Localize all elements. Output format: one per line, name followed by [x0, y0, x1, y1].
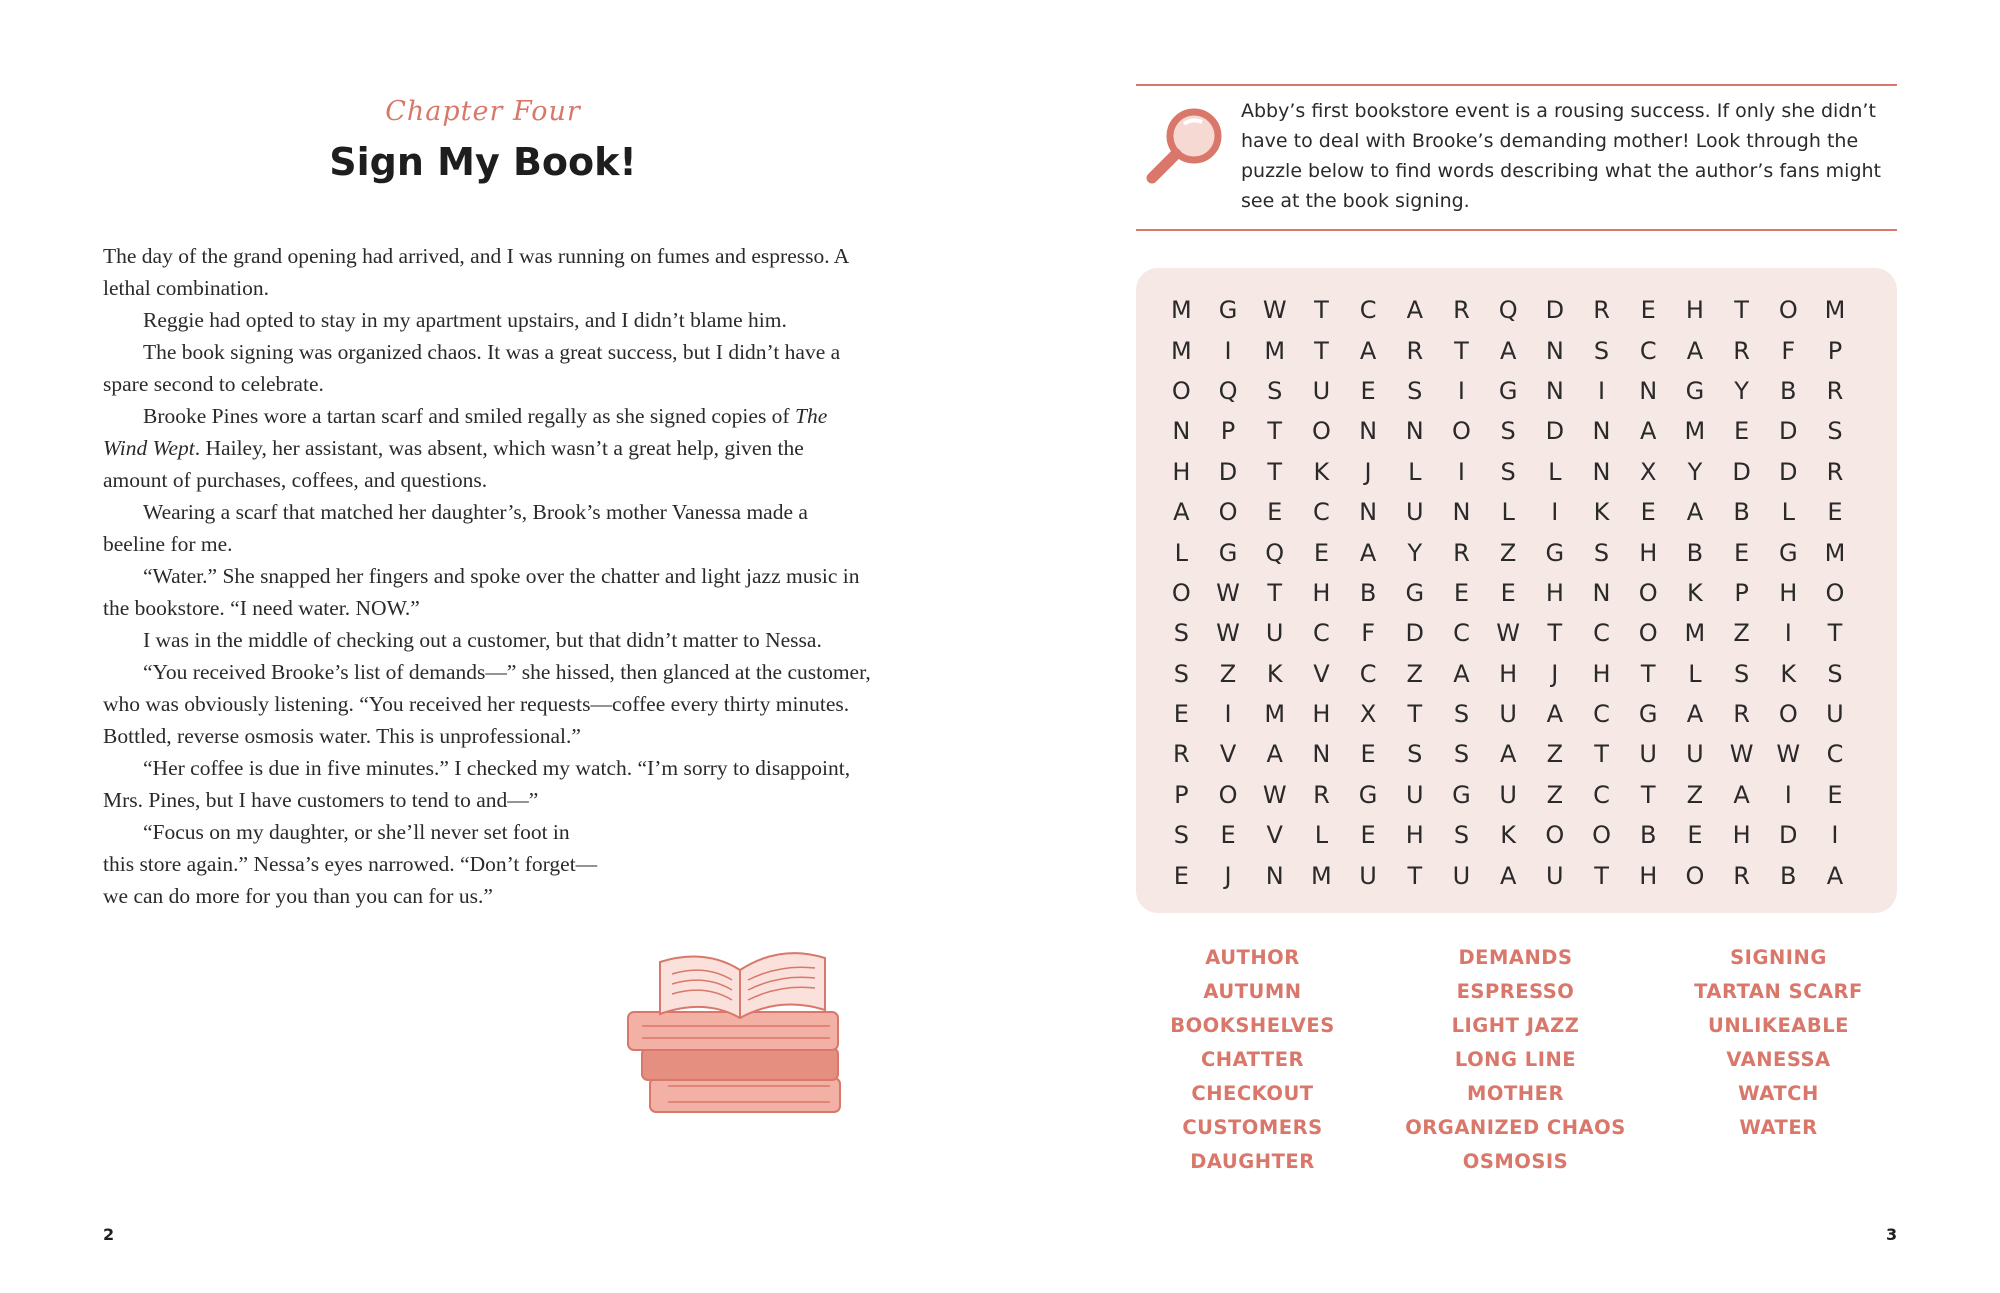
grid-letter: X: [1359, 700, 1377, 729]
grid-letter: K: [1687, 578, 1703, 607]
grid-letter: E: [1500, 578, 1516, 607]
grid-letter: R: [1826, 457, 1844, 486]
grid-letter: S: [1827, 417, 1843, 446]
grid-letter: U: [1359, 861, 1377, 890]
grid-letter: E: [1453, 578, 1470, 607]
grid-letter: V: [1266, 821, 1283, 850]
grid-letter: O: [1171, 578, 1191, 607]
word-list-item: TARTAN SCARF: [1694, 980, 1863, 1003]
grid-letter: E: [1687, 821, 1703, 850]
grid-letter: H: [1592, 659, 1611, 688]
grid-letter: S: [1173, 619, 1189, 648]
grid-letter: U: [1405, 780, 1424, 809]
grid-letter: M: [1824, 296, 1846, 325]
grid-letter: H: [1779, 578, 1798, 607]
grid-letter: S: [1500, 417, 1516, 446]
grid-letter: G: [1685, 376, 1705, 405]
grid-letter: U: [1405, 498, 1424, 527]
grid-letter: T: [1267, 417, 1283, 446]
word-list-item: OSMOSIS: [1462, 1150, 1569, 1173]
grid-letter: C: [1593, 619, 1610, 648]
grid-letter: K: [1500, 821, 1517, 850]
grid-letter: A: [1640, 417, 1657, 446]
book-stack-illustration: [620, 930, 860, 1130]
grid-letter: U: [1312, 376, 1331, 405]
grid-letter: N: [1359, 498, 1378, 527]
grid-letter: C: [1593, 700, 1610, 729]
word-list-item: BOOKSHELVES: [1170, 1014, 1335, 1037]
grid-letter: M: [1170, 336, 1192, 365]
grid-letter: G: [1358, 780, 1378, 809]
grid-letter: R: [1406, 336, 1424, 365]
grid-letter: O: [1825, 578, 1845, 607]
grid-letter: R: [1733, 861, 1750, 890]
grid-letter: L: [1688, 659, 1702, 688]
grid-letter: G: [1218, 296, 1238, 325]
grid-letter: O: [1311, 417, 1331, 446]
grid-letter: I: [1457, 457, 1465, 486]
grid-letter: W: [1262, 296, 1287, 325]
word-list-item: DAUGHTER: [1190, 1150, 1315, 1173]
grid-letter: N: [1172, 417, 1191, 446]
grid-letter: C: [1453, 619, 1470, 648]
grid-letter: H: [1172, 457, 1191, 486]
grid-letter: E: [1827, 780, 1843, 809]
word-list-item: DEMANDS: [1458, 946, 1573, 969]
grid-letter: N: [1545, 376, 1564, 405]
grid-letter: S: [1173, 821, 1189, 850]
grid-letter: H: [1312, 700, 1331, 729]
grid-letter: O: [1218, 498, 1238, 527]
grid-letter: E: [1360, 821, 1376, 850]
grid-letter: I: [1831, 821, 1839, 850]
grid-letter: T: [1594, 740, 1609, 769]
paragraph-text: Brooke Pines wore a tartan scarf and smiled regally as she signed copies of: [143, 404, 790, 428]
grid-letter: A: [1686, 336, 1704, 365]
grid-letter: U: [1686, 740, 1704, 769]
grid-letter: H: [1685, 296, 1704, 325]
grid-letter: E: [1360, 740, 1376, 769]
grid-letter: W: [1216, 578, 1240, 607]
grid-letter: H: [1732, 821, 1751, 850]
grid-letter: N: [1405, 417, 1424, 446]
grid-letter: L: [1408, 457, 1422, 486]
grid-letter: V: [1219, 740, 1237, 769]
page-number: 2: [103, 1225, 115, 1244]
paragraph: “You received Brooke’s list of demands—” she hissed, then glanced at the customer, who was obviously listening. “You received her requests—coffee every thirty minutes. Bottled, reverse osmosis water. This is unprofessional.”: [103, 660, 871, 748]
grid-letter: H: [1639, 861, 1658, 890]
word-list-column-2: [1384, 941, 1647, 1179]
grid-letter: I: [1551, 498, 1559, 527]
grid-letter: O: [1778, 700, 1798, 729]
grid-letter: H: [1545, 578, 1564, 607]
grid-letter: E: [1173, 700, 1189, 729]
grid-letter: A: [1266, 740, 1283, 769]
word-list-item: SIGNING: [1730, 946, 1827, 969]
top-divider: [1136, 84, 1897, 86]
grid-letter: A: [1733, 780, 1750, 809]
paragraph: “Her coffee is due in five minutes.” I checked my watch. “I’m sorry to disappoint, Mrs. Pines, but I have customers to tend to and—”: [103, 756, 851, 812]
grid-letter: Z: [1219, 659, 1237, 688]
grid-letter: M: [1311, 861, 1332, 890]
grid-letter: I: [1597, 376, 1606, 405]
grid-letter: K: [1593, 498, 1610, 527]
grid-letter: N: [1639, 376, 1658, 405]
grid-letter: R: [1313, 780, 1330, 809]
grid-letter: S: [1453, 821, 1470, 850]
grid-letter: I: [1224, 700, 1232, 729]
grid-letter: L: [1781, 498, 1795, 527]
word-list-column-1: [1121, 941, 1384, 1179]
grid-letter: N: [1545, 336, 1564, 365]
grid-letter: U: [1265, 619, 1284, 648]
grid-letter: Q: [1218, 376, 1238, 405]
grid-letter: I: [1784, 619, 1792, 648]
grid-letter: L: [1314, 821, 1329, 850]
grid-letter: A: [1499, 336, 1517, 365]
grid-letter: O: [1638, 619, 1658, 648]
grid-letter: M: [1684, 619, 1706, 648]
grid-row: [1158, 855, 1858, 895]
grid-letter: L: [1501, 498, 1515, 527]
grid-letter: Y: [1687, 457, 1703, 486]
grid-letter: T: [1594, 861, 1609, 890]
grid-letter: W: [1729, 740, 1754, 769]
grid-letter: D: [1405, 619, 1425, 648]
grid-letter: M: [1170, 296, 1192, 325]
grid-letter: A: [1686, 700, 1704, 729]
grid-row: [1158, 532, 1858, 572]
grid-letter: N: [1312, 740, 1331, 769]
grid-letter: Z: [1686, 780, 1704, 809]
story-text: [103, 240, 873, 912]
grid-letter: G: [1498, 376, 1518, 405]
grid-letter: U: [1499, 780, 1517, 809]
grid-letter: R: [1173, 740, 1190, 769]
grid-letter: I: [1457, 376, 1465, 405]
word-list-item: LONG LINE: [1454, 1048, 1577, 1071]
grid-letter: T: [1407, 700, 1423, 729]
grid-letter: E: [1173, 861, 1189, 890]
grid-letter: T: [1640, 659, 1656, 688]
grid-row: [1158, 694, 1858, 734]
grid-letter: T: [1454, 336, 1469, 365]
grid-letter: T: [1267, 457, 1283, 486]
paragraph: [103, 400, 873, 496]
grid-letter: G: [1405, 578, 1425, 607]
word-list-item: VANESSA: [1726, 1048, 1831, 1071]
grid-letter: P: [1734, 578, 1749, 607]
grid-letter: Y: [1407, 538, 1423, 567]
page-number: 3: [1886, 1225, 1898, 1244]
book-title: The Wind Wept: [103, 404, 828, 460]
grid-letter: E: [1640, 296, 1656, 325]
grid-letter: E: [1734, 538, 1750, 567]
paragraph: I was in the middle of checking out a customer, but that didn’t matter to Nessa.: [143, 628, 822, 652]
grid-letter: D: [1545, 417, 1565, 446]
grid-letter: S: [1500, 457, 1516, 486]
grid-letter: K: [1313, 457, 1330, 486]
grid-letter: O: [1685, 861, 1705, 890]
grid-letter: L: [1174, 538, 1189, 567]
grid-letter: D: [1779, 417, 1798, 446]
grid-letter: S: [1407, 376, 1423, 405]
grid-letter: N: [1592, 578, 1611, 607]
right-page: [1000, 0, 2000, 1293]
grid-letter: E: [1827, 498, 1843, 527]
grid-letter: W: [1216, 619, 1240, 648]
grid-letter: R: [1453, 296, 1470, 325]
grid-letter: F: [1361, 619, 1375, 648]
grid-letter: C: [1313, 619, 1330, 648]
paragraph: Wearing a scarf that matched her daughter’s, Brook’s mother Vanessa made a beeline for me.: [103, 500, 808, 556]
grid-letter: C: [1359, 296, 1377, 325]
grid-letter: S: [1453, 700, 1470, 729]
grid-letter: T: [1827, 619, 1843, 648]
grid-letter: P: [1174, 780, 1189, 809]
grid-letter: Z: [1499, 538, 1517, 567]
grid-letter: A: [1173, 498, 1190, 527]
grid-letter: T: [1267, 578, 1283, 607]
grid-letter: S: [1407, 740, 1423, 769]
grid-row: [1158, 613, 1858, 653]
word-list-item: WATER: [1739, 1116, 1818, 1139]
chapter-title: Sign My Book!: [329, 140, 637, 184]
grid-letter: S: [1827, 659, 1843, 688]
grid-letter: F: [1781, 336, 1796, 365]
paragraph: “Focus on my daughter, or she’ll never set foot in this store again.” Nessa’s eyes narrowed. “Don’t forget—we can do more for you than you can for us.”: [103, 820, 598, 908]
grid-letter: T: [1314, 336, 1329, 365]
grid-row: [1158, 330, 1858, 370]
paragraph: Reggie had opted to stay in my apartment upstairs, and I didn’t blame him.: [143, 308, 787, 332]
grid-letter: Z: [1546, 780, 1564, 809]
grid-row: [1158, 734, 1858, 774]
grid-letter: B: [1639, 821, 1657, 850]
word-search-grid: [1136, 268, 1897, 913]
paragraph: “Water.” She snapped her fingers and spoke over the chatter and light jazz music in the bookstore. “I need water. NOW.”: [103, 564, 860, 620]
grid-letter: V: [1313, 659, 1330, 688]
grid-letter: T: [1547, 619, 1563, 648]
grid-letter: Z: [1406, 659, 1423, 688]
grid-letter: N: [1452, 498, 1471, 527]
grid-letter: B: [1359, 578, 1377, 607]
grid-letter: M: [1264, 336, 1286, 365]
grid-letter: A: [1499, 861, 1517, 890]
word-list-item: AUTUMN: [1203, 980, 1302, 1003]
grid-letter: B: [1780, 861, 1797, 890]
word-list-item: WATCH: [1738, 1082, 1819, 1105]
grid-letter: W: [1776, 740, 1801, 769]
grid-letter: H: [1499, 659, 1518, 688]
grid-row: [1158, 411, 1858, 451]
grid-letter: E: [1313, 538, 1329, 567]
grid-letter: R: [1733, 700, 1750, 729]
grid-letter: E: [1640, 498, 1656, 527]
grid-letter: M: [1264, 700, 1286, 729]
puzzle-intro: Abby’s first bookstore event is a rousing success. If only she didn’t have to deal with Brooke’s demanding mother! Look through the puzzle below to find words describing what the author’s fans might see at the book signing.: [1241, 100, 1881, 212]
grid-letter: S: [1173, 659, 1189, 688]
grid-letter: K: [1780, 659, 1797, 688]
grid-letter: E: [1267, 498, 1283, 527]
word-list-column-3: [1647, 941, 1910, 1145]
grid-letter: C: [1359, 659, 1377, 688]
grid-letter: C: [1593, 780, 1610, 809]
grid-letter: P: [1220, 417, 1236, 446]
grid-letter: H: [1312, 578, 1331, 607]
grid-row: [1158, 815, 1858, 855]
word-list-item: LIGHT JAZZ: [1451, 1014, 1580, 1037]
grid-letter: S: [1267, 376, 1283, 405]
grid-letter: D: [1545, 296, 1565, 325]
grid-letter: W: [1496, 619, 1521, 648]
paragraph-text: . Hailey, her assistant, was absent, which wasn’t a great help, given the amount of purchases, coffees, and questions.: [103, 436, 804, 492]
word-list-item: CUSTOMERS: [1182, 1116, 1323, 1139]
magnifying-glass-icon: [1140, 100, 1230, 190]
grid-letter: U: [1499, 700, 1517, 729]
grid-letter: S: [1593, 538, 1610, 567]
word-list-item: ORGANIZED CHAOS: [1405, 1116, 1626, 1139]
word-list-item: AUTHOR: [1205, 946, 1300, 969]
grid-letter: D: [1732, 457, 1751, 486]
grid-letter: H: [1405, 821, 1424, 850]
grid-letter: D: [1779, 821, 1798, 850]
grid-letter: C: [1639, 336, 1657, 365]
grid-letter: A: [1453, 659, 1470, 688]
grid-row: [1158, 573, 1858, 613]
grid-row: [1158, 371, 1858, 411]
grid-letter: I: [1784, 780, 1792, 809]
word-list-item: ESPRESSO: [1456, 980, 1575, 1003]
grid-letter: I: [1224, 336, 1232, 365]
grid-letter: G: [1452, 780, 1471, 809]
grid-letter: Z: [1733, 619, 1750, 648]
grid-letter: A: [1499, 740, 1517, 769]
grid-letter: A: [1359, 336, 1377, 365]
grid-row: [1158, 775, 1858, 815]
grid-row: [1158, 654, 1858, 694]
grid-letter: B: [1686, 538, 1704, 567]
grid-letter: A: [1826, 861, 1844, 890]
grid-letter: A: [1686, 498, 1704, 527]
grid-letter: G: [1778, 538, 1798, 567]
grid-letter: U: [1639, 740, 1657, 769]
grid-letter: A: [1359, 538, 1377, 567]
grid-letter: W: [1262, 780, 1287, 809]
grid-letter: M: [1824, 538, 1846, 567]
grid-letter: C: [1826, 740, 1844, 769]
word-list-item: UNLIKEABLE: [1708, 1014, 1849, 1037]
grid-letter: X: [1639, 457, 1657, 486]
grid-letter: S: [1453, 740, 1470, 769]
grid-letter: Q: [1265, 538, 1285, 567]
grid-letter: O: [1545, 821, 1565, 850]
grid-row: [1158, 452, 1858, 492]
grid-letter: E: [1734, 417, 1750, 446]
grid-letter: O: [1171, 376, 1191, 405]
grid-letter: E: [1220, 821, 1236, 850]
grid-letter: R: [1453, 538, 1470, 567]
grid-letter: U: [1452, 861, 1471, 890]
grid-row: [1158, 492, 1858, 532]
grid-letter: B: [1733, 498, 1750, 527]
grid-letter: P: [1827, 336, 1843, 365]
grid-letter: K: [1266, 659, 1283, 688]
grid-letter: Y: [1734, 376, 1749, 405]
grid-letter: T: [1314, 296, 1329, 325]
grid-letter: U: [1826, 700, 1844, 729]
paragraph: The book signing was organized chaos. It was a great success, but I didn’t have a spare second to celebrate.: [103, 340, 841, 396]
grid-letter: R: [1593, 296, 1610, 325]
grid-letter: B: [1780, 376, 1797, 405]
grid-letter: U: [1546, 861, 1564, 890]
paragraph: The day of the grand opening had arrived, and I was running on fumes and espresso. A lethal combination.: [103, 244, 849, 300]
grid-letter: T: [1734, 296, 1749, 325]
grid-letter: A: [1546, 700, 1564, 729]
grid-letter: O: [1592, 821, 1611, 850]
grid-letter: D: [1779, 457, 1798, 486]
grid-row: [1158, 290, 1858, 330]
grid-letter: D: [1218, 457, 1238, 486]
grid-letter: N: [1265, 861, 1284, 890]
letter-grid: [1158, 290, 1858, 896]
grid-letter: T: [1640, 780, 1656, 809]
grid-letter: J: [1551, 659, 1559, 688]
grid-letter: O: [1778, 296, 1798, 325]
grid-letter: N: [1592, 457, 1611, 486]
grid-letter: H: [1639, 538, 1658, 567]
grid-letter: O: [1638, 578, 1658, 607]
grid-letter: S: [1593, 336, 1610, 365]
word-list-item: CHATTER: [1200, 1048, 1305, 1071]
grid-letter: O: [1218, 780, 1238, 809]
grid-letter: S: [1733, 659, 1750, 688]
grid-letter: C: [1313, 498, 1330, 527]
grid-letter: T: [1407, 861, 1423, 890]
grid-letter: N: [1592, 417, 1611, 446]
grid-letter: Z: [1546, 740, 1564, 769]
grid-letter: A: [1406, 296, 1423, 325]
bottom-divider: [1136, 229, 1897, 231]
chapter-label: Chapter Four: [385, 96, 581, 127]
grid-letter: L: [1548, 457, 1562, 486]
grid-letter: O: [1452, 417, 1471, 446]
grid-letter: G: [1545, 538, 1565, 567]
grid-letter: R: [1826, 376, 1844, 405]
grid-letter: N: [1359, 417, 1378, 446]
grid-letter: J: [1364, 457, 1372, 486]
word-list-item: CHECKOUT: [1191, 1082, 1314, 1105]
grid-letter: R: [1733, 336, 1750, 365]
grid-letter: G: [1218, 538, 1238, 567]
grid-letter: Q: [1498, 296, 1518, 325]
grid-letter: E: [1360, 376, 1376, 405]
grid-letter: G: [1638, 700, 1658, 729]
grid-letter: J: [1224, 861, 1232, 890]
grid-letter: M: [1684, 417, 1706, 446]
word-list-item: MOTHER: [1467, 1082, 1564, 1105]
